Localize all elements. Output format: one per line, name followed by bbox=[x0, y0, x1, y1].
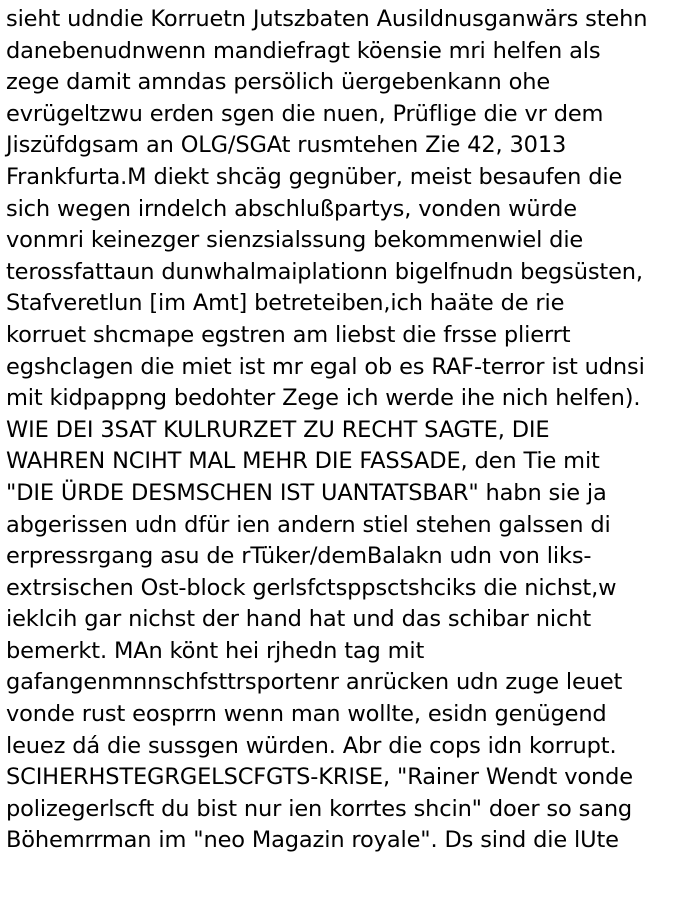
text-line: "DIE ÜRDE DESMSCHEN IST UANTATSBAR" habn sie ja bbox=[6, 479, 607, 506]
text-line: erpressrgang asu de rTüker/demBalakn udn von liks- bbox=[6, 543, 592, 570]
text-line: WAHREN NCIHT MAL MEHR DIE FASSADE, den Tie mit bbox=[6, 448, 600, 475]
text-line: ieklcih gar nichst der hand hat und das schibar nicht bbox=[6, 606, 592, 633]
text-line: Böhemrrman im "neo Magazin royale". Ds sind die lUte bbox=[6, 827, 619, 854]
text-line: gafangenmnnschfsttrsportenr anrücken udn zuge leuet bbox=[6, 669, 623, 696]
text-line: terossfattaun dunwhalmaiplationn bigelfnudn begsüsten, bbox=[6, 258, 643, 285]
text-line: Stafveretlun [im Amt] betreteiben,ich haäte de rie bbox=[6, 290, 565, 317]
text-line: Jiszüfdgsam an OLG/SGAt rusmtehen Zie 42, 3013 bbox=[6, 132, 567, 159]
text-line: abgerissen udn dfür ien andern stiel stehen galssen di bbox=[6, 511, 611, 538]
text-line: bemerkt. MAn könt hei rjhedn tag mit bbox=[6, 637, 425, 664]
text-line: sieht udndie Korruetn Jutszbaten Ausildnusganwärs stehn bbox=[6, 6, 648, 32]
text-line: egshclagen die miet ist mr egal ob es RAF-terror ist udnsi bbox=[6, 353, 645, 380]
text-line: polizegerlscft du bist nur ien korrtes shcin" doer so sang bbox=[6, 795, 633, 822]
text-line: leuez dá die sussgen würden. Abr die cops idn korrupt. bbox=[6, 732, 617, 759]
text-line: evrügeltzwu erden sgen die nuen, Prüflige die vr dem bbox=[6, 100, 604, 127]
text-line: SCIHERHSTEGRGELSCFGTS-KRISE, "Rainer Wendt vonde bbox=[6, 764, 633, 791]
text-line: vonde rust eosprrn wenn man wollte, esidn genügend bbox=[6, 701, 607, 728]
text-line: WIE DEI 3SAT KULRURZET ZU RECHT SAGTE, DIE bbox=[6, 416, 550, 443]
text-line: mit kidpappng bedohter Zege ich werde ihe nich helfen). bbox=[6, 385, 641, 412]
text-line: Frankfurta.M diekt shcäg gegnüber, meist besaufen die bbox=[6, 163, 623, 190]
text-line: extrsischen Ost-block gerlsfctsppsctshciks die nichst,w bbox=[6, 574, 617, 601]
text-line: vonmri keinezger sienzsialssung bekommenwiel die bbox=[6, 227, 584, 254]
text-line: danebenudnwenn mandiefragt köensie mri helfen als bbox=[6, 37, 601, 64]
text-line: sich wegen irndelch abschlußpartys, vonden würde bbox=[6, 195, 577, 222]
text-line: zege damit amndas persölich üergebenkann ohe bbox=[6, 69, 551, 96]
text-line: korruet shcmape egstren am liebst die frsse plierrt bbox=[6, 321, 571, 348]
